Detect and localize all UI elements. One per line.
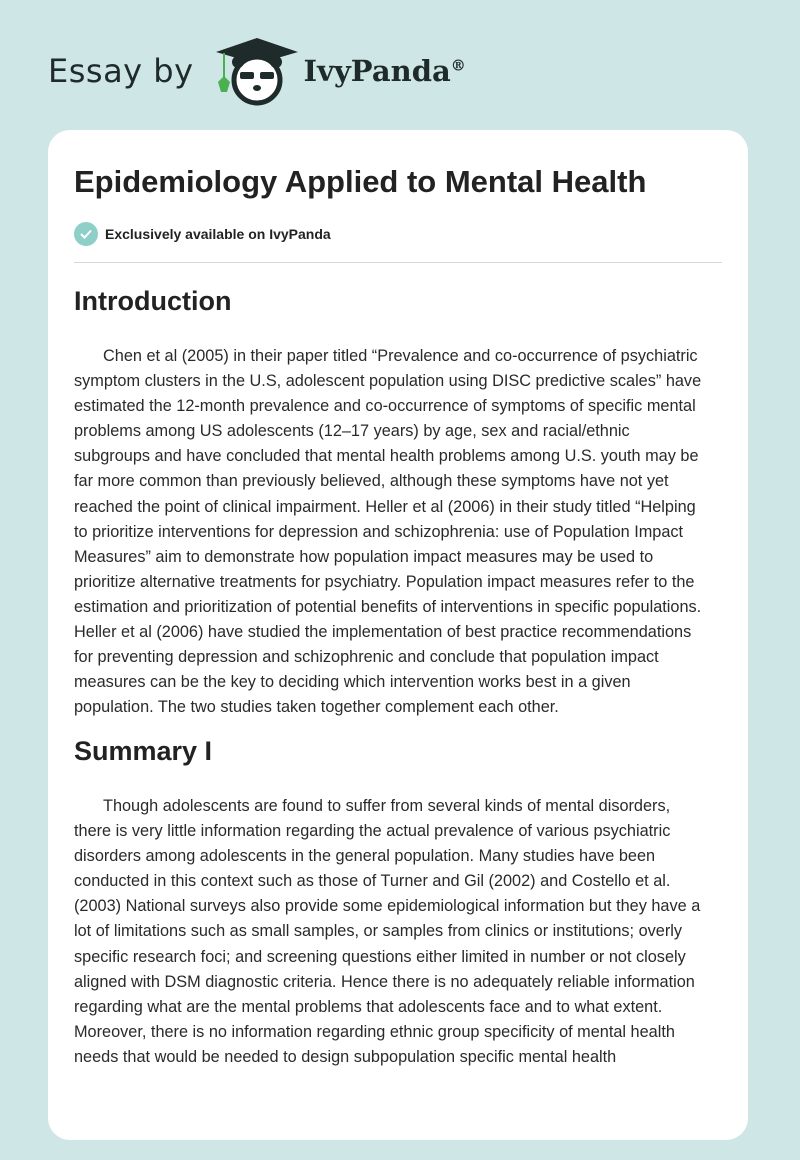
text-line: prioritize alternative treatments for psychiatry. Population impact measures refer to the	[74, 572, 695, 591]
text-line: (2003) National surveys also provide some epidemiological information but they have a	[74, 897, 701, 916]
introduction-paragraph	[74, 344, 734, 720]
text-line: there is very little information regarding the actual prevalence of various psychiatric	[74, 822, 671, 841]
text-line: specific research foci; and screening questions either limited in number or not closely	[74, 947, 686, 966]
text-line: aligned with DSM diagnostic criteria. Hence there is no adequately reliable information	[74, 972, 695, 991]
essay-by-label: Essay by	[48, 52, 194, 90]
text-line: reached the point of clinical impairment. Heller et al (2006) in their study titled “Helping	[74, 497, 696, 516]
text-line: far more common than previously believed, although these symptoms have not yet	[74, 472, 669, 491]
text-line: Chen et al (2005) in their paper titled “Prevalence and co-occurrence of psychiatric	[103, 347, 698, 365]
text-line: to prioritize interventions for depression and schizophrenia: use of Population Impact	[74, 522, 684, 541]
section-heading-summary: Summary I	[74, 736, 213, 766]
text-line: needs that would be needed to design subpopulation specific mental health	[74, 1047, 617, 1066]
divider	[74, 262, 722, 263]
text-line: measures can be the key to deciding which intervention works best in a given	[74, 673, 631, 692]
text-line: regarding what are the mental problems that adolescents face and to what extent.	[74, 997, 663, 1016]
text-line: Measures” aim to demonstrate how population impact measures may be used to	[74, 547, 654, 566]
badge-text: Exclusively available on IvyPanda	[105, 226, 331, 242]
text-line: Moreover, there is no information regarding ethnic group specificity of mental health	[74, 1022, 675, 1041]
essay-card	[48, 130, 748, 1140]
text-line: symptom clusters in the U.S, adolescent population using DISC predictive scales” have	[74, 372, 702, 391]
text-line: conducted in this context such as those of Turner and Gil (2002) and Costello et al.	[74, 872, 671, 891]
text-line: lot of limitations such as small samples, or samples from clinics or institutions; overly	[74, 922, 683, 941]
text-line: population. The two studies taken together complement each other.	[74, 698, 559, 717]
exclusive-badge	[74, 222, 331, 246]
brand-name: IvyPanda®	[303, 54, 466, 88]
text-line: disorders among adolescents in the general population. Many studies have been	[74, 847, 656, 866]
summary-paragraph	[74, 794, 734, 1070]
site-logo[interactable]	[48, 36, 466, 106]
panda-logo-icon	[214, 36, 300, 106]
text-line: estimation and prioritization of potential benefits of interventions in specific populations.	[74, 597, 702, 616]
text-line: problems among US adolescents (12–17 years) by age, sex and racial/ethnic	[74, 422, 630, 441]
text-line: Heller et al (2006) have studied the implementation of best practice recommendations	[74, 623, 692, 642]
text-line: estimated the 12-month prevalence and co-occurrence of symptoms of specific mental	[74, 397, 696, 416]
text-line: subgroups and have concluded that mental health problems among U.S. youth may be	[74, 447, 699, 466]
text-line: for preventing depression and schizophrenic and conclude that population impact	[74, 648, 659, 667]
text-line: Though adolescents are found to suffer from several kinds of mental disorders,	[103, 797, 671, 815]
page-title: Epidemiology Applied to Mental Health	[74, 164, 647, 199]
section-heading-introduction: Introduction	[74, 286, 232, 316]
checkmark-icon	[74, 222, 98, 246]
